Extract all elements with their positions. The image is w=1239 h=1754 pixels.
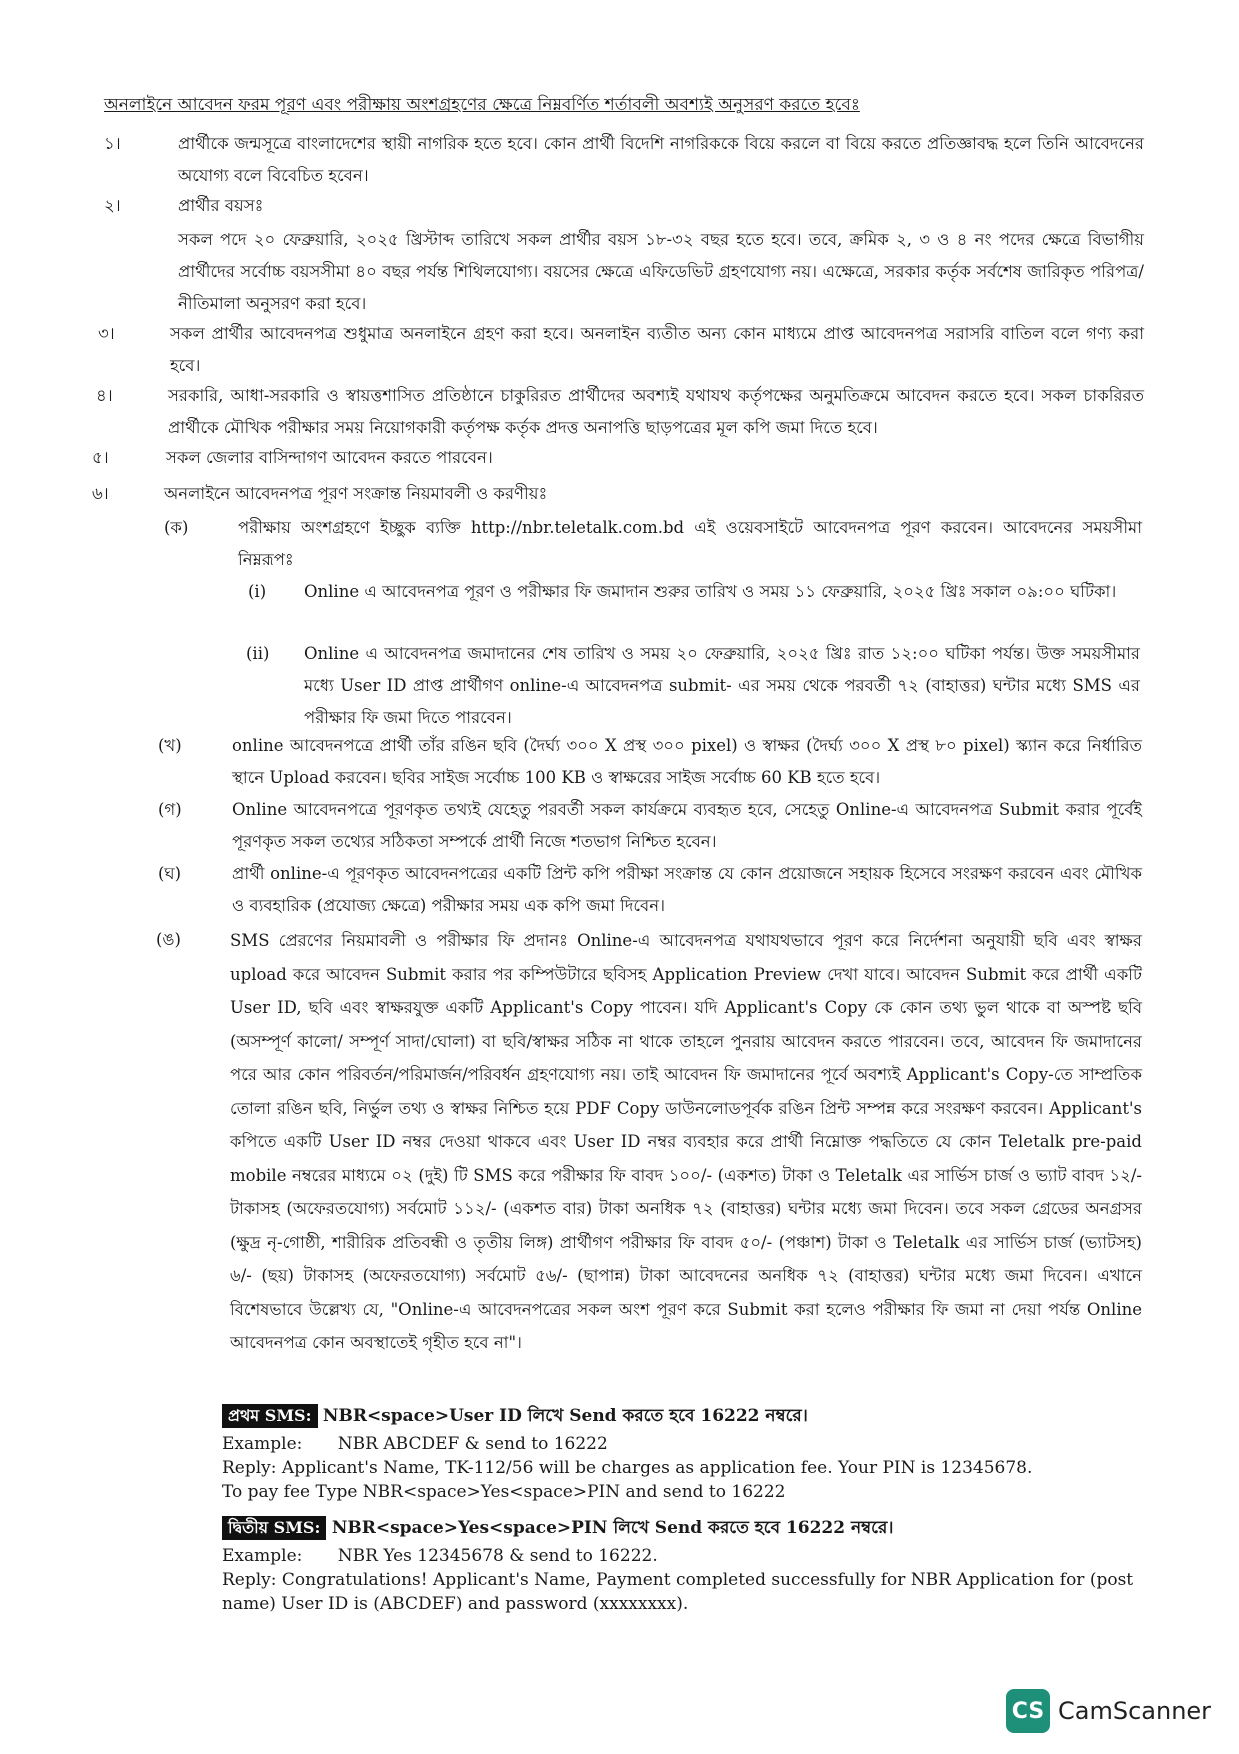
sms2-label: দ্বিতীয় SMS: [222, 1516, 326, 1540]
subitem-text: online আবেদনপত্রে প্রার্থী তাঁর রঙিন ছবি (দৈর্ঘ্য ৩০০ X প্রস্থ ৩০০ pixel) ও স্বাক্ষর (দৈর্ঘ্য ৩০০ X প্রস্থ ৮০ pixel) স্ক্যান করে নির্ধারিত স্থানে Upload করবেন। ছবির সাইজ সর্বোচ্চ 100 KB ও স্বাক্ষরের সাইজ সর্বোচ্চ 60 KB হতে হবে। [232, 736, 1142, 787]
sms1-example [222, 1432, 608, 1456]
sms2-reply: Reply: Congratulations! Applicant's Name, Payment completed successfully for NBR Application for (post name) User ID is (ABCDEF) and password (xxxxxxxx). [222, 1570, 1134, 1614]
item-number: ৪। [96, 386, 113, 405]
item-number: ৩। [98, 324, 115, 343]
item-number: ১। [104, 134, 121, 153]
camscanner-watermark [1006, 1688, 1211, 1734]
item-number: ৫। [92, 448, 109, 467]
subitem-number: (ii) [246, 644, 270, 663]
sms1-code: NBR<space>User ID [322, 1406, 522, 1426]
subitem-text: পরীক্ষায় অংশগ্রহণে ইচ্ছুক ব্যক্তি http://nbr.teletalk.com.bd এই ওয়েবসাইটে আবেদনপত্র পূরণ করবেন। আবেদনের সময়সীমা নিম্নরূপঃ [238, 518, 1142, 569]
item-text: সকল জেলার বাসিন্দাগণ আবেদন করতে পারবেন। [166, 448, 493, 467]
section-heading: অনলাইনে আবেদন ফরম পূরণ এবং পরীক্ষায় অংশগ্রহণের ক্ষেত্রে নিম্নবর্ণিত শর্তাবলী অবশ্যই অনুসরণ করতে হবেঃ [104, 95, 860, 115]
subitem-number: (ঙ) [156, 930, 181, 949]
subitem-number: (গ) [158, 800, 182, 819]
item-number: ৬। [92, 484, 109, 503]
subitem-number: (ক) [164, 518, 189, 537]
sms2-code: NBR<space>Yes<space>PIN [331, 1518, 608, 1538]
sms2-example-label: Example: [222, 1546, 303, 1566]
item-text: সকল পদে ২০ ফেব্রুয়ারি, ২০২৫ খ্রিস্টাব্দ তারিখে সকল প্রার্থীর বয়স ১৮-৩২ বছর হতে হবে। তবে, ক্রমিক ২, ৩ ও ৪ নং পদের ক্ষেত্রে বিভাগীয় প্রার্থীদের সর্বোচ্চ বয়সসীমা ৪০ বছর পর্যন্ত শিথিলযোগ্য। বয়সের ক্ষেত্রে এফিডেভিট গ্রহণযোগ্য নয়। এক্ষেত্রে, সরকার কর্তৃক সর্বশেষ জারিকৃত পরিপত্র/ নীতিমালা অনুসরণ করা হবে। [178, 230, 1144, 313]
sms1-example-text: NBR ABCDEF & send to 16222 [337, 1434, 608, 1454]
subitem-text: Online আবেদনপত্রে পূরণকৃত তথ্যই যেহেতু পরবর্তী সকল কার্যক্রমে ব্যবহৃত হবে, সেহেতু Online-এ আবেদনপত্র Submit করার পূর্বেই পূরণকৃত সকল তথ্যের সঠিকতা সম্পর্কে প্রার্থী নিজে শতভাগ নিশ্চিত হবেন। [232, 800, 1142, 851]
item-text: সরকারি, আধা-সরকারি ও স্বায়ত্তশাসিত প্রতিষ্ঠানে চাকুরিরত প্রার্থীদের অবশ্যই যথাযথ কর্তৃপক্ষের অনুমতিক্রমে আবেদন করতে হবে। সকল চাকরিরত প্রার্থীকে মৌখিক পরীক্ষার সময় নিয়োগকারী কর্তৃপক্ষ কর্তৃক প্রদত্ত অনাপত্তি ছাড়পত্রের মূল কপি জমা দিতে হবে। [168, 386, 1144, 437]
sms1-rest: লিখে Send করতে হবে 16222 নম্বরে। [521, 1406, 808, 1426]
subitem-text: প্রার্থী online-এ পূরণকৃত আবেদনপত্রের একটি প্রিন্ট কপি পরীক্ষা সংক্রান্ত যে কোন প্রয়োজনে সহায়ক হিসেবে সংরক্ষণ করবেন এবং মৌখিক ও ব্যবহারিক (প্রযোজ্য ক্ষেত্রে) পরীক্ষার সময় এক কপি জমা দিবেন। [232, 864, 1142, 915]
camscanner-text: CamScanner [1058, 1697, 1212, 1725]
sms1-reply: Reply: Applicant's Name, TK-112/56 will be charges as application fee. Your PIN is 12345678. [222, 1458, 1033, 1478]
item-text: অনলাইনে আবেদনপত্র পূরণ সংক্রান্ত নিয়মাবলী ও করণীয়ঃ [164, 484, 548, 503]
item-number: ২। [104, 196, 121, 215]
sms2-example [222, 1544, 658, 1568]
sms1-pay: To pay fee Type NBR<space>Yes<space>PIN and send to 16222 [222, 1482, 786, 1502]
subitem-text: SMS প্রেরণের নিয়মাবলী ও পরীক্ষার ফি প্রদানঃ Online-এ আবেদনপত্র যথাযথভাবে পূরণ করে নির্দেশনা অনুযায়ী ছবি এবং স্বাক্ষর upload করে আবেদন Submit করার পর কম্পিউটারে ছবিসহ Application Preview দেখা যাবে। আবেদন Submit করে প্রার্থী একটি User ID, ছবি এবং স্বাক্ষরযুক্ত একটি Applicant's Copy পাবেন। যদি Applicant's Copy কে কোন তথ্য ভুল থাকে বা অস্পষ্ট ছবি (অসম্পূর্ণ কালো/ সম্পূর্ণ সাদা/ঘোলা) বা ছবি/স্বাক্ষর সঠিক না থাকে তাহলে পুনরায় আবেদন করতে পারবেন। তবে, আবেদন ফি জমাদানের পরে আর কোন পরিবর্তন/পরিমার্জন/পরিবর্ধন গ্রহণযোগ্য নয়। তাই আবেদন ফি জমাদানের পূর্বে অবশ্যই Applicant's Copy-তে সাম্প্রতিক তোলা রঙিন ছবি, নির্ভুল তথ্য ও স্বাক্ষর নিশ্চিত হয়ে PDF Copy ডাউনলোডপূর্বক রঙিন প্রিন্ট সম্পন্ন করে সংরক্ষণ করবেন। Applicant's কপিতে একটি User ID নম্বর দেওয়া থাকবে এবং User ID নম্বর ব্যবহার করে প্রার্থী নিম্নোক্ত পদ্ধতিতে যে কোন Teletalk pre-paid mobile নম্বরের মাধ্যমে ০২ (দুই) টি SMS করে পরীক্ষার ফি বাবদ ১০০/- (একশত) টাকা ও Teletalk এর সার্ভিস চার্জ ও ভ্যাট বাবদ ১২/- টাকাসহ (অফেরতযোগ্য) সর্বমোট ১১২/- (একশত বার) টাকা অনধিক ৭২ (বাহাত্তর) ঘন্টার মধ্যে জমা দিবেন। তবে সকল গ্রেডের অনগ্রসর (ক্ষুদ্র নৃ-গোষ্ঠী, শারীরিক প্রতিবন্ধী ও তৃতীয় লিঙ্গ) প্রার্থীগণ পরীক্ষার ফি বাবদ ৫০/- (পঞ্চাশ) টাকা ও Teletalk এর সার্ভিস চার্জ (ভ্যাটসহ) ৬/- (ছয়) টাকাসহ (অফেরতযোগ্য) সর্বমোট ৫৬/- (ছাপান্ন) টাকা আবেদনের অনধিক ৭২ (বাহাত্তর) ঘন্টার মধ্যে জমা দিবেন। এখানে বিশেষভাবে উল্লেখ্য যে, "Online-এ আবেদনপত্রের সকল অংশ পূরণ করে Submit করা হলেও পরীক্ষার ফি জমা না দেয়া পর্যন্ত Online আবেদনপত্র কোন অবস্থাতেই গৃহীত হবে না"। [230, 931, 1142, 1352]
sms2-instruction [222, 1516, 893, 1540]
sms1-label: প্রথম SMS: [222, 1404, 318, 1428]
sms2-example-text: NBR Yes 12345678 & send to 16222. [337, 1546, 658, 1566]
subitem-text: Online এ আবেদনপত্র জমাদানের শেষ তারিখ ও সময় ২০ ফেব্রুয়ারি, ২০২৫ খ্রিঃ রাত ১২:০০ ঘটিকা পর্যন্ত। উক্ত সময়সীমার মধ্যে User ID প্রাপ্ত প্রার্থীগণ online-এ আবেদনপত্র submit- এর সময় থেকে পরবর্তী ৭২ (বাহাত্তর) ঘন্টার মধ্যে SMS এর পরীক্ষার ফি জমা দিতে পারবেন। [304, 644, 1140, 727]
item-text: প্রার্থীকে জন্মসূত্রে বাংলাদেশের স্থায়ী নাগরিক হতে হবে। কোন প্রার্থী বিদেশি নাগরিককে বিয়ে করলে বা বিয়ে করতে প্রতিজ্ঞাবদ্ধ হলে তিনি আবেদনের অযোগ্য বলে বিবেচিত হবেন। [178, 134, 1144, 185]
sms1-instruction [222, 1404, 808, 1428]
sms1-example-label: Example: [222, 1434, 303, 1454]
subitem-number: (ঘ) [158, 864, 182, 883]
camscanner-icon: CS [1006, 1689, 1050, 1733]
sms2-rest: লিখে Send করতে হবে 16222 নম্বরে। [607, 1518, 894, 1538]
item-text: সকল প্রার্থীর আবেদনপত্র শুধুমাত্র অনলাইনে গ্রহণ করা হবে। অনলাইন ব্যতীত অন্য কোন মাধ্যমে প্রাপ্ত আবেদনপত্র সরাসরি বাতিল বলে গণ্য করা হবে। [170, 324, 1144, 375]
item-text: প্রার্থীর বয়সঃ [178, 196, 264, 215]
subitem-number: (খ) [158, 736, 182, 755]
subitem-text: Online এ আবেদনপত্র পূরণ ও পরীক্ষার ফি জমাদান শুরুর তারিখ ও সময় ১১ ফেব্রুয়ারি, ২০২৫ খ্রিঃ সকাল ০৯:০০ ঘটিকা। [304, 582, 1117, 601]
subitem-number: (i) [248, 582, 267, 601]
